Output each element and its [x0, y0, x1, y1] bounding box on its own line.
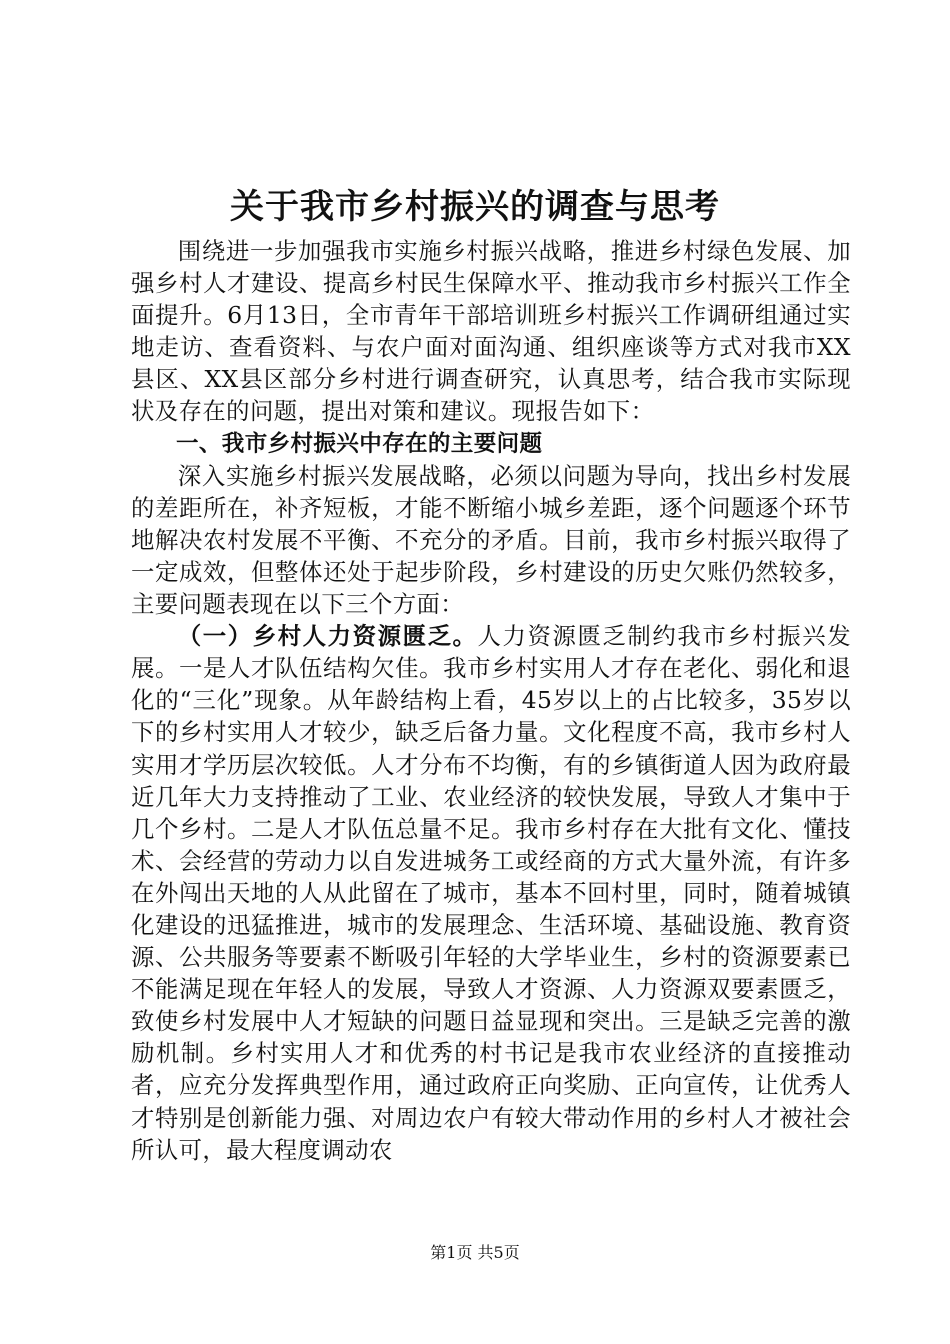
subsection-paragraph — [131, 620, 851, 1166]
document-title: 关于我市乡村振兴的调查与思考 — [230, 187, 720, 227]
page-footer: 第1页 共5页 — [430, 1243, 520, 1262]
document-body — [131, 235, 851, 1166]
intro-paragraph: 围绕进一步加强我市实施乡村振兴战略，推进乡村绿色发展、加强乡村人才建设、提高乡村民生保障水平、推动我市乡村振兴工作全面提升。6月13日，全市青年干部培训班乡村振兴工作调研组通过实地走访、查看资料、与农户面对面沟通、组织座谈等方式对我市XX县区、XX县区部分乡村进行调查研究，认真思考，结合我市实际现状及存在的问题，提出对策和建议。现报告如下： — [131, 237, 851, 426]
subsection-text: 人力资源匮乏制约我市乡村振兴发展。一是人才队伍结构欠佳。我市乡村实用人才存在老化、弱化和退化的“三化”现象。从年龄结构上看，45岁以上的占比较多，35岁以下的乡村实用人才较少，缺乏后备力量。文化程度不高，我市乡村人实用才学历层次较低。人才分布不均衡，有的乡镇街道人因为政府最近几年大力支持推动了工业、农业经济的较快发展，导致人才集中于几个乡村。二是人才队伍总量不足。我市乡村存在大批有文化、懂技术、会经营的劳动力以自发进城务工或经商的方式大量外流，有许多在外闯出天地的人从此留在了城市，基本不回村里，同时，随着城镇化建设的迅猛推进，城市的发展理念、生活环境、基础设施、教育资源、公共服务等要素不断吸引年轻的大学毕业生，乡村的资源要素已不能满足现在年轻人的发展，导致人才资源、人力资源双要素匮乏，致使乡村发展中人才短缺的问题日益显现和突出。三是缺乏完善的激励机制。乡村实用人才和优秀的村书记是我市农业经济的直接推动者，应充分发挥典型作用，通过政府正向奖励、正向宣传，让优秀人才特别是创新能力强、对周边农户有较大带动作用的乡村人才被社会所认可，最大程度调动农 — [131, 622, 851, 1164]
section-intro-paragraph: 深入实施乡村振兴发展战略，必须以问题为导向，找出乡村发展的差距所在，补齐短板，才能不断缩小城乡差距，逐个问题逐个环节地解决农村发展不平衡、不充分的矛盾。目前，我市乡村振兴取得了一定成效，但整体还处于起步阶段，乡村建设的历史欠账仍然较多，主要问题表现在以下三个方面： — [131, 461, 851, 619]
subsection-lead: （一）乡村人力资源匮乏。 — [177, 622, 478, 651]
section-heading: 一、我市乡村振兴中存在的主要问题 — [176, 430, 543, 457]
